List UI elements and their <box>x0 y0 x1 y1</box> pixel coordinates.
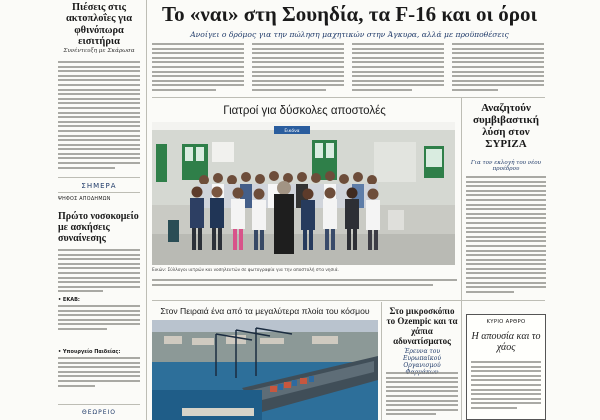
main-story-body <box>152 43 545 91</box>
left-body-text-2 <box>58 249 140 295</box>
left-top-headline: Πιέσεις στις ακτοπλοΐες για φθινόπωρα εισιτήρια <box>65 2 133 48</box>
left-footer-label: ΘΕΩΡΕΙΟ <box>82 409 116 416</box>
left-divider-3 <box>58 404 140 405</box>
left-column <box>0 0 148 420</box>
opinion-label: ΚΥΡΙΟ ΑΡΘΡΟ <box>486 319 526 325</box>
right-dek: Για τον εκλογή του νέου προέδρου <box>470 160 542 172</box>
photo-caption: Εικών: Σύλλογοι ιατρών και νοσηλευτών σε φωτογραφία για την αποστολή στα νησιά. <box>152 268 339 273</box>
bottom-left-headline: Στον Πειραιά ένα από τα μεγαλύτερα πλοία του κόσμου <box>160 306 370 316</box>
left-top-body-text <box>58 61 140 171</box>
opinion-headline: Η απουσία και το χάος <box>471 331 541 353</box>
main-headline: Το «ναι» στη Σουηδία, τα F-16 και οι όροι <box>162 2 537 26</box>
left-small-label: ΨΗΦΟΣ ΑΠΟΔΗΜΩΝ <box>58 197 111 202</box>
port-photo <box>152 320 378 420</box>
photo-sign-text: Εικόνα <box>284 129 300 134</box>
bottom-right-body <box>386 372 458 418</box>
bottom-story-rule <box>381 302 382 420</box>
bottom-right-headline: Στο μικροσκόπιο το Ozempic και τα χάπια αδυνατίσματος <box>386 306 458 346</box>
photo-headline: Γιατροί για δύσκολες αποστολές <box>223 105 386 117</box>
main-subheadline: Ανοίγει ο δρόμος για την πώληση μαχητικών στην Άγκυρα, αλλά με προϋποθέσεις <box>190 30 509 39</box>
opinion-body-text <box>471 361 541 409</box>
group-photo <box>152 122 455 265</box>
photo-caption-lines <box>152 279 457 288</box>
right-headline: Αναζητούν συμβιβαστική λύση στον ΣΥΡΙΖΑ <box>473 102 539 150</box>
left-divider-1 <box>58 177 140 178</box>
left-section-label: ΣΗΜΕΡΑ <box>81 182 117 190</box>
port-photo-illustration <box>152 320 378 420</box>
left-divider-2 <box>58 192 140 193</box>
left-bullet-2: • Υπουργείο Παιδείας: <box>58 349 121 355</box>
left-body-text-4 <box>58 357 140 389</box>
right-body-text <box>466 176 546 295</box>
left-body-text-3 <box>58 305 140 333</box>
left-headline-2: Πρώτο νοσοκομείο με ασκήσεις συναίνεσης <box>58 211 139 244</box>
group-photo-illustration <box>152 122 455 265</box>
bottom-right-dek: Έρευνα του Ευρωπαϊκού Οργανισμού <box>403 348 441 369</box>
column-rule-right <box>461 98 462 420</box>
left-top-byline: Συνέντευξη με Σκάρωσα <box>63 48 135 54</box>
opinion-box <box>466 314 546 420</box>
right-column <box>466 98 546 420</box>
column-rule-left <box>146 0 147 420</box>
left-bullet-1: • ΕΚΑΒ: <box>58 297 80 303</box>
